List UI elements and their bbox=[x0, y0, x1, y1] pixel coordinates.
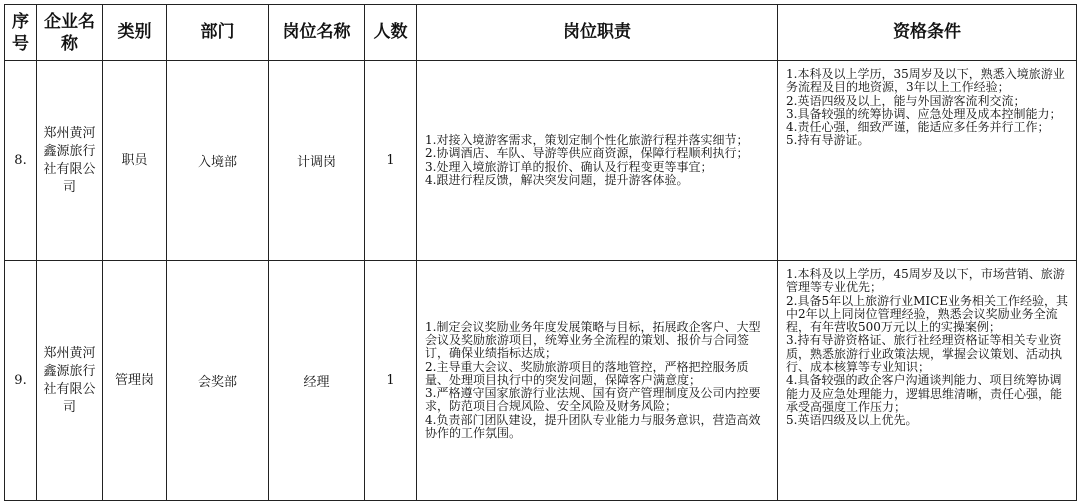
header-duties: 岗位职责 bbox=[417, 5, 778, 61]
row-position: 经理 bbox=[269, 261, 365, 501]
row-count: 1 bbox=[365, 61, 417, 261]
row-seq: 8. bbox=[5, 61, 37, 261]
header-seq bbox=[5, 5, 37, 61]
header-qualifications: 资格条件 bbox=[778, 5, 1077, 61]
row-qualifications-text: 1.本科及以上学历，45周岁及以下，市场营销、旅游管理等专业优先； 2.具备5年以上旅游行业MICE业务相关工作经验，其中2年以上同岗位管理经验，熟悉会议奖励业务全流程，有年营收500万元以上的实操案例； 3.持有导游资格证、旅行社经理资格证等相关专业资质，熟悉旅游行业政策法规，掌握会议策划、活动执行、成本核算等专业知识； 4.具备较强的政企客户沟通谈判能力、项目统筹协调能力及应急处理能力，逻辑思维清晰，责任心强，能承受高强度工作压力； 5.英语四级及以上优先。 bbox=[786, 267, 1069, 428]
table-row bbox=[5, 61, 1077, 261]
row-category: 管理岗 bbox=[103, 261, 167, 501]
row-duties bbox=[417, 61, 778, 261]
row-qualifications-text: 1.本科及以上学历，35周岁及以下，熟悉入境旅游业务流程及目的地资源，3年以上工作经验； 2.英语四级及以上，能与外国游客流利交流； 3.具备较强的统筹协调、应急处理及成本控制能力； 4.责任心强，细致严谨，能适应多任务并行工作； 5.持有导游证。 bbox=[786, 67, 1065, 148]
header-seq-text: 序号 bbox=[12, 11, 29, 54]
table-row bbox=[5, 261, 1077, 501]
header-department: 部门 bbox=[167, 5, 269, 61]
row-seq: 9. bbox=[5, 261, 37, 501]
header-row bbox=[5, 5, 1077, 61]
row-company: 郑州黄河鑫源旅行社有限公司 bbox=[37, 261, 103, 501]
row-count: 1 bbox=[365, 261, 417, 501]
row-qualifications bbox=[778, 61, 1077, 261]
header-company-text: 企业名称 bbox=[44, 11, 95, 54]
row-company: 郑州黄河鑫源旅行社有限公司 bbox=[37, 61, 103, 261]
header-category: 类别 bbox=[103, 5, 167, 61]
header-position: 岗位名称 bbox=[269, 5, 365, 61]
row-duties-text: 1.对接入境游客需求，策划定制个性化旅游行程并落实细节； 2.协调酒店、车队、导游等供应商资源，保障行程顺利执行； 3.处理入境旅游订单的报价、确认及行程变更等事宜； 4.跟进行程反馈，解决突发问题，提升游客体验。 bbox=[425, 132, 749, 187]
header-count: 人数 bbox=[365, 5, 417, 61]
row-duties bbox=[417, 261, 778, 501]
row-department: 入境部 bbox=[167, 61, 269, 261]
recruitment-table bbox=[4, 4, 1077, 501]
header-company bbox=[37, 5, 103, 61]
row-qualifications bbox=[778, 261, 1077, 501]
row-department: 会奖部 bbox=[167, 261, 269, 501]
row-category: 职员 bbox=[103, 61, 167, 261]
row-position: 计调岗 bbox=[269, 61, 365, 261]
row-duties-text: 1.制定会议奖励业务年度发展策略与目标，拓展政企客户、大型会议及奖励旅游项目，统筹业务全流程的策划、报价与合同签订，确保业绩指标达成； 2.主导重大会议、奖励旅游项目的落地管控，严格把控服务质量、处理项目执行中的突发问题，保障客户满意度； 3.严格遵守国家旅游行业法规、国有资产管理制度及公司内控要求，防范项目合规风险、安全风险及财务风险； 4.负责部门团队建设，提升团队专业能力与服务意识，营造高效协作的工作氛围。 bbox=[425, 319, 761, 441]
